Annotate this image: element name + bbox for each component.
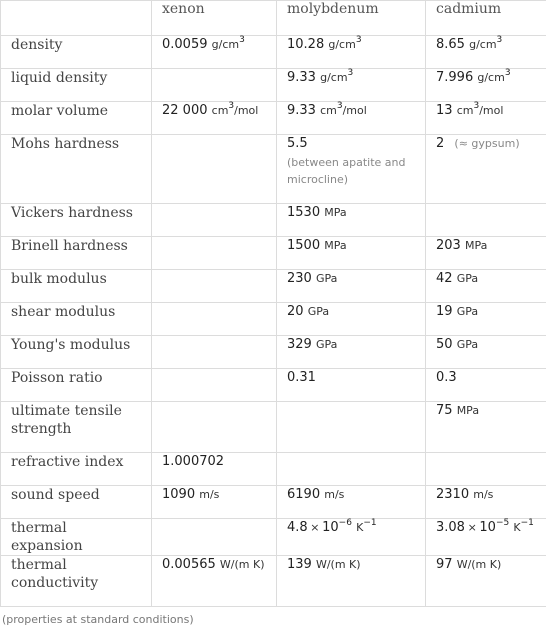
value-cell — [277, 102, 426, 135]
row-label: bulk modulus — [1, 270, 152, 303]
value-unit: GPa — [456, 338, 479, 351]
value-unit: m/s — [199, 488, 220, 501]
value-cell — [426, 303, 546, 336]
table-row — [1, 336, 546, 369]
table-row — [1, 402, 546, 453]
row-label: refractive index — [1, 453, 152, 486]
value-cell — [426, 519, 546, 556]
value-cell — [152, 102, 277, 135]
value-cell — [277, 69, 426, 102]
value-number: 3.08 — [436, 520, 465, 535]
header-molybdenum: molybdenum — [277, 1, 426, 36]
table-row — [1, 69, 546, 102]
value-cell — [277, 402, 426, 453]
table-row — [1, 519, 546, 556]
value-unit: GPa — [456, 305, 479, 318]
table-row — [1, 204, 546, 237]
value-unit: g/cm — [477, 71, 505, 84]
value-number: 10.28 — [287, 37, 325, 52]
value-number: 1.000702 — [162, 454, 225, 469]
table-row — [1, 556, 546, 607]
value-cell — [277, 204, 426, 237]
value-number: 20 — [287, 304, 304, 319]
value-cell — [426, 36, 546, 69]
value-cell — [277, 36, 426, 69]
value-cell — [426, 486, 546, 519]
row-label: Brinell hardness — [1, 237, 152, 270]
row-label: Vickers hardness — [1, 204, 152, 237]
value-unit: g/cm — [320, 71, 348, 84]
value-cell — [277, 486, 426, 519]
table-row — [1, 303, 546, 336]
row-label: density — [1, 36, 152, 69]
unit-superscript: 3 — [496, 34, 503, 45]
row-label: thermal conductivity — [1, 556, 152, 607]
value-cell — [152, 336, 277, 369]
unit-superscript: 3 — [336, 100, 343, 111]
value-note: (≈ gypsum) — [454, 137, 520, 150]
value-cell — [277, 369, 426, 402]
row-label: sound speed — [1, 486, 152, 519]
table-row — [1, 135, 546, 204]
value-unit: cm — [211, 104, 229, 117]
value-unit: GPa — [315, 338, 338, 351]
table-row — [1, 486, 546, 519]
value-unit: GPa — [456, 272, 479, 285]
value-unit-suffix: /mol — [234, 104, 259, 117]
value-unit: MPa — [324, 239, 347, 252]
value-number: 0.0059 — [162, 37, 208, 52]
value-number: 22 000 — [162, 103, 208, 118]
table-row — [1, 270, 546, 303]
unit-superscript: 3 — [228, 100, 235, 111]
value-cell — [152, 237, 277, 270]
value-cell — [277, 270, 426, 303]
value-number: 5.5 — [287, 136, 308, 151]
header-xenon: xenon — [152, 1, 277, 36]
value-number: 97 — [436, 557, 453, 572]
value-cell — [152, 69, 277, 102]
row-label: shear modulus — [1, 303, 152, 336]
header-cadmium: cadmium — [426, 1, 546, 36]
value-unit: W/(m K) — [315, 558, 361, 571]
value-unit-suffix: /mol — [479, 104, 504, 117]
value-cell — [152, 402, 277, 453]
value-number: 50 — [436, 337, 453, 352]
value-cell — [426, 336, 546, 369]
value-number: 8.65 — [436, 37, 465, 52]
row-label: liquid density — [1, 69, 152, 102]
unit-superscript: 3 — [347, 67, 354, 78]
row-label: molar volume — [1, 102, 152, 135]
table-row — [1, 36, 546, 69]
value-number: 1090 — [162, 487, 196, 502]
unit-superscript: 3 — [239, 34, 245, 45]
unit-superscript: 3 — [504, 67, 511, 78]
value-cell — [426, 237, 546, 270]
value-number: 9.33 — [287, 103, 316, 118]
value-unit: GPa — [315, 272, 338, 285]
value-cell — [277, 556, 426, 607]
value-unit: K — [513, 521, 521, 534]
table-row — [1, 369, 546, 402]
value-cell — [152, 369, 277, 402]
value-cell — [426, 69, 546, 102]
value-unit: cm — [320, 104, 337, 117]
value-number: 6190 — [287, 487, 321, 502]
value-cell — [277, 519, 426, 556]
value-cell — [426, 369, 546, 402]
value-cell — [277, 453, 426, 486]
times-sign: × — [467, 521, 477, 534]
value-number: 0.00565 — [162, 557, 216, 572]
value-number: 4.8 — [287, 520, 308, 535]
table-row — [1, 237, 546, 270]
value-number: 7.996 — [436, 70, 474, 85]
value-cell — [277, 336, 426, 369]
row-label: Mohs hardness — [1, 135, 152, 204]
value-unit: m/s — [473, 488, 494, 501]
value-number: 2 — [436, 136, 445, 151]
value-unit: W/(m K) — [456, 558, 502, 571]
value-unit: K — [356, 521, 364, 534]
value-number: 0.3 — [436, 370, 457, 385]
value-cell — [152, 303, 277, 336]
row-label: Young's modulus — [1, 336, 152, 369]
value-unit: MPa — [464, 239, 488, 252]
exponent-base: 10 — [322, 520, 339, 535]
value-number: 1530 — [287, 205, 321, 220]
unit-superscript: −1 — [363, 517, 377, 528]
value-cell — [426, 556, 546, 607]
value-unit: cm — [456, 104, 474, 117]
value-cell — [152, 204, 277, 237]
value-cell — [426, 204, 546, 237]
value-number: 0.31 — [287, 370, 316, 385]
value-number: 19 — [436, 304, 453, 319]
value-unit-suffix: /mol — [342, 104, 367, 117]
value-unit: MPa — [324, 206, 347, 219]
value-number: 329 — [287, 337, 312, 352]
value-number: 203 — [436, 238, 461, 253]
value-cell — [152, 486, 277, 519]
row-label: thermal expansion — [1, 519, 152, 556]
value-number: 2310 — [436, 487, 470, 502]
value-cell — [426, 135, 546, 204]
value-number: 230 — [287, 271, 312, 286]
value-cell — [426, 402, 546, 453]
value-unit: g/cm — [211, 38, 240, 51]
value-cell — [152, 519, 277, 556]
row-label: Poisson ratio — [1, 369, 152, 402]
exponent: −6 — [338, 517, 352, 528]
value-number: 75 — [436, 403, 453, 418]
value-cell — [426, 453, 546, 486]
unit-superscript: 3 — [355, 34, 362, 45]
value-number: 13 — [436, 103, 453, 118]
header-row — [1, 1, 546, 36]
exponent-base: 10 — [479, 520, 496, 535]
value-unit: g/cm — [469, 38, 497, 51]
value-unit: GPa — [307, 305, 330, 318]
value-unit: m/s — [324, 488, 345, 501]
unit-superscript: 3 — [473, 100, 480, 111]
value-note: (between apatite and microcline) — [287, 156, 406, 186]
value-cell — [277, 237, 426, 270]
header-corner — [1, 1, 152, 36]
exponent: −5 — [495, 517, 510, 528]
value-cell — [426, 102, 546, 135]
table-row — [1, 453, 546, 486]
value-unit: W/(m K) — [219, 558, 265, 571]
unit-superscript: −1 — [520, 517, 534, 528]
value-cell — [152, 556, 277, 607]
times-sign: × — [310, 521, 320, 534]
value-number: 1500 — [287, 238, 321, 253]
value-number: 139 — [287, 557, 312, 572]
footer-note: (properties at standard conditions) — [2, 613, 194, 626]
value-unit: g/cm — [328, 38, 356, 51]
value-cell — [152, 135, 277, 204]
value-number: 42 — [436, 271, 453, 286]
value-cell — [152, 453, 277, 486]
value-number: 9.33 — [287, 70, 316, 85]
row-label: ultimate tensile strength — [1, 402, 152, 453]
value-cell — [277, 135, 426, 204]
table-row — [1, 102, 546, 135]
value-cell — [426, 270, 546, 303]
value-unit: MPa — [456, 404, 480, 417]
value-cell — [152, 36, 277, 69]
value-cell — [152, 270, 277, 303]
value-cell — [277, 303, 426, 336]
